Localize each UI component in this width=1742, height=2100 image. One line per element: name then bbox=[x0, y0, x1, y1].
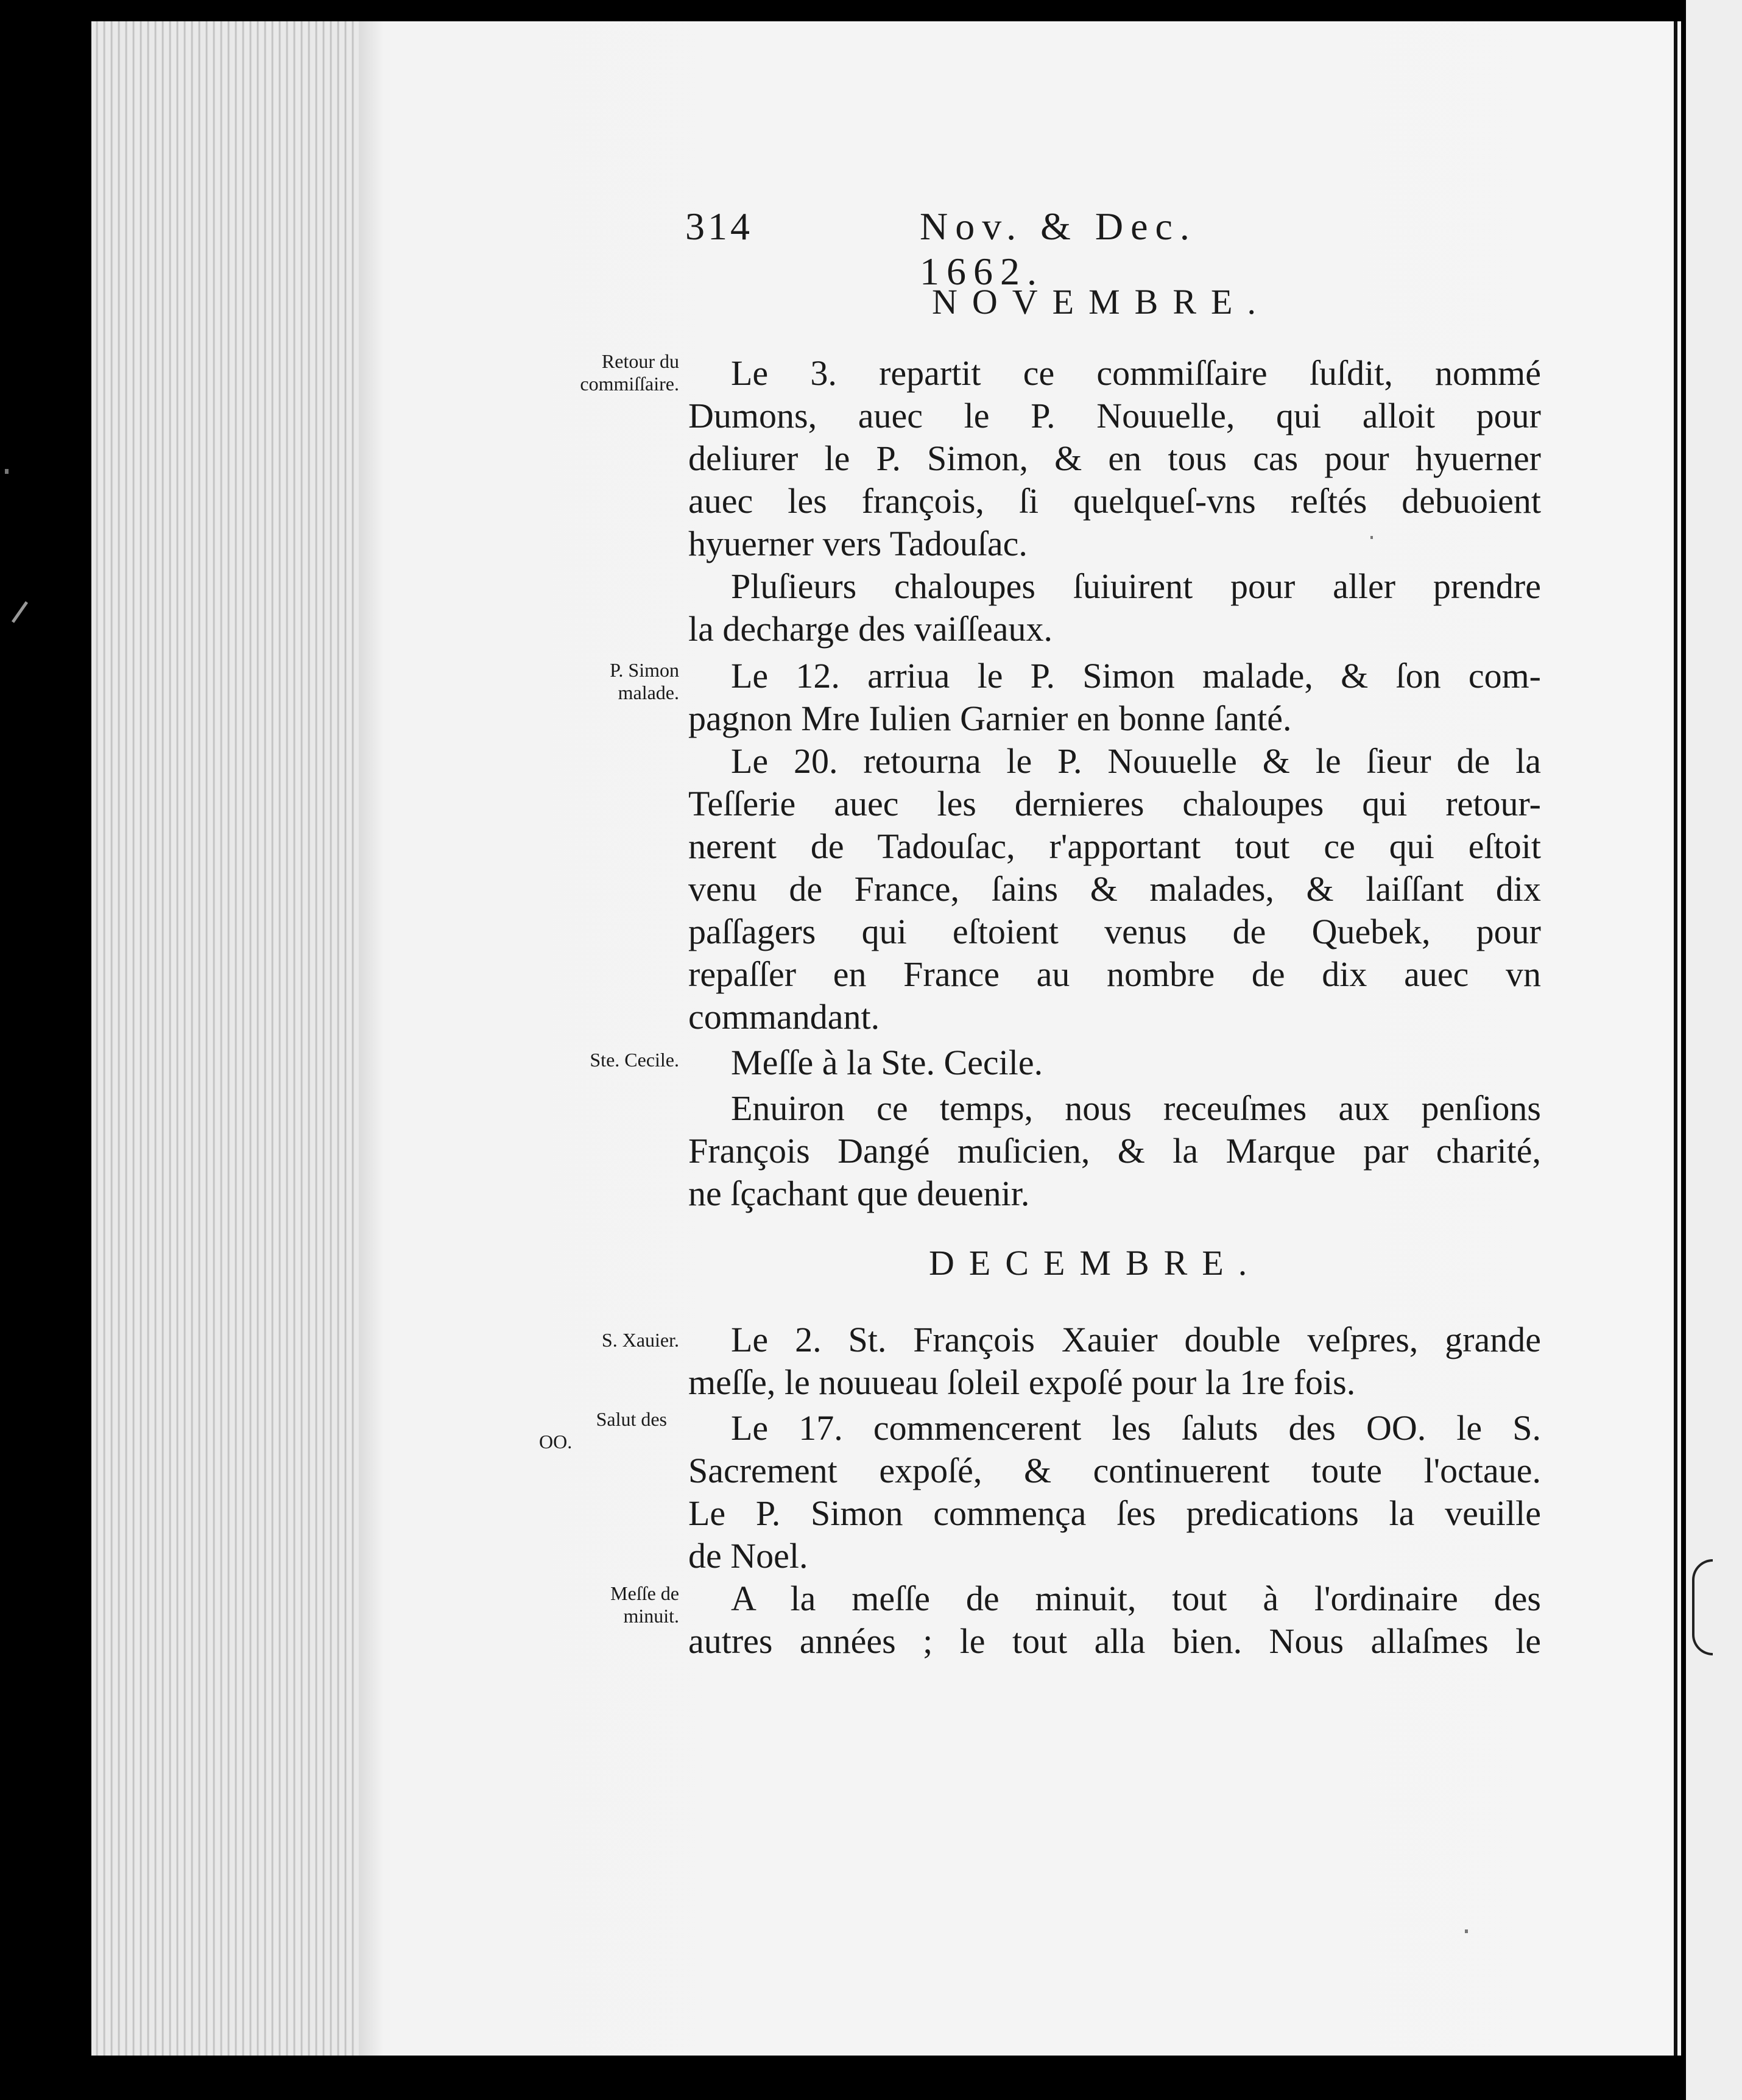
text-line: autres années ; le tout alla bien. Nous allaſmes le bbox=[688, 1621, 1541, 1661]
text-line: pagnon Mre Iulien Garnier en bonne ſanté. bbox=[688, 699, 1292, 738]
section-title-november: NOVEMBRE. bbox=[932, 282, 1271, 322]
text-line: Sacrement expoſé, & continuerent toute l'octaue. bbox=[688, 1451, 1541, 1490]
text-line: deliurer le P. Simon, & en tous cas pour hyuerner bbox=[688, 439, 1541, 478]
text-line: hyuerner vers Tadouſac. bbox=[688, 524, 1028, 563]
text-line: Le 20. retourna le P. Nouuelle & le ſieur de la bbox=[731, 741, 1541, 781]
text-line: Le 2. St. François Xauier double veſpres, grande bbox=[731, 1320, 1541, 1359]
text-line: Dumons, auec le P. Nouuelle, qui alloit pour bbox=[688, 396, 1541, 435]
text-line: de Noel. bbox=[688, 1536, 808, 1576]
margin-note-line: malade. bbox=[618, 682, 679, 703]
running-title: Nov. & Dec. 1662. bbox=[920, 205, 1197, 293]
text-line: meſſe, le nouueau ſoleil expoſé pour la 1re fois. bbox=[688, 1362, 1356, 1402]
text-line: la decharge des vaiſſeaux. bbox=[688, 609, 1053, 649]
margin-note-line: P. Simon bbox=[610, 659, 679, 681]
text-line: Enuiron ce temps, nous receuſmes aux penſions bbox=[731, 1088, 1541, 1128]
text-line: Pluſieurs chaloupes ſuiuirent pour aller prendre bbox=[731, 566, 1541, 606]
margin-note-line: Retour du bbox=[601, 350, 679, 372]
text-line: Meſſe à la Ste. Cecile. bbox=[731, 1043, 1043, 1082]
text-line: A la meſſe de minuit, tout à l'ordinaire des bbox=[731, 1579, 1541, 1618]
page-number: 314 bbox=[685, 205, 753, 248]
text-line: venu de France, ſains & malades, & laiſſant dix bbox=[688, 869, 1541, 909]
text-line: Le 17. commencerent les ſaluts des OO. le S. bbox=[731, 1408, 1541, 1448]
text-line: François Dangé muſicien, & la Marque par charité, bbox=[688, 1131, 1541, 1171]
margin-note-line: Ste. Cecile. bbox=[590, 1049, 679, 1071]
text-line: ne ſçachant que deuenir. bbox=[688, 1174, 1030, 1213]
margin-note-line: OO. bbox=[539, 1431, 573, 1453]
text-line: nerent de Tadouſac, r'apportant tout ce qui eſtoit bbox=[688, 826, 1541, 866]
margin-note-line: S. Xauier. bbox=[601, 1329, 679, 1351]
margin-note-line: minuit. bbox=[623, 1605, 679, 1627]
text-line: repaſſer en France au nombre de dix auec vn bbox=[688, 954, 1541, 994]
text-line: Le P. Simon commença ſes predications la veuille bbox=[688, 1493, 1541, 1533]
text-line: Le 12. arriua le P. Simon malade, & ſon com- bbox=[731, 656, 1541, 696]
margin-note-line: commiſſaire. bbox=[580, 373, 679, 395]
margin-note-line: Salut des bbox=[596, 1408, 667, 1430]
text-line: auec les françois, ſi quelqueſ-vns reſtés debuoient bbox=[688, 481, 1541, 521]
text-line: commandant. bbox=[688, 997, 880, 1037]
text-line: Le 3. repartit ce commiſſaire ſuſdit, nommé bbox=[731, 353, 1541, 393]
section-title-december: DECEMBRE. bbox=[929, 1243, 1262, 1283]
text-line: paſſagers qui eſtoient venus de Quebek, pour bbox=[688, 912, 1541, 951]
text-line: Teſſerie auec les dernieres chaloupes qui retour- bbox=[688, 784, 1541, 823]
margin-note-line: Meſſe de bbox=[610, 1582, 679, 1604]
